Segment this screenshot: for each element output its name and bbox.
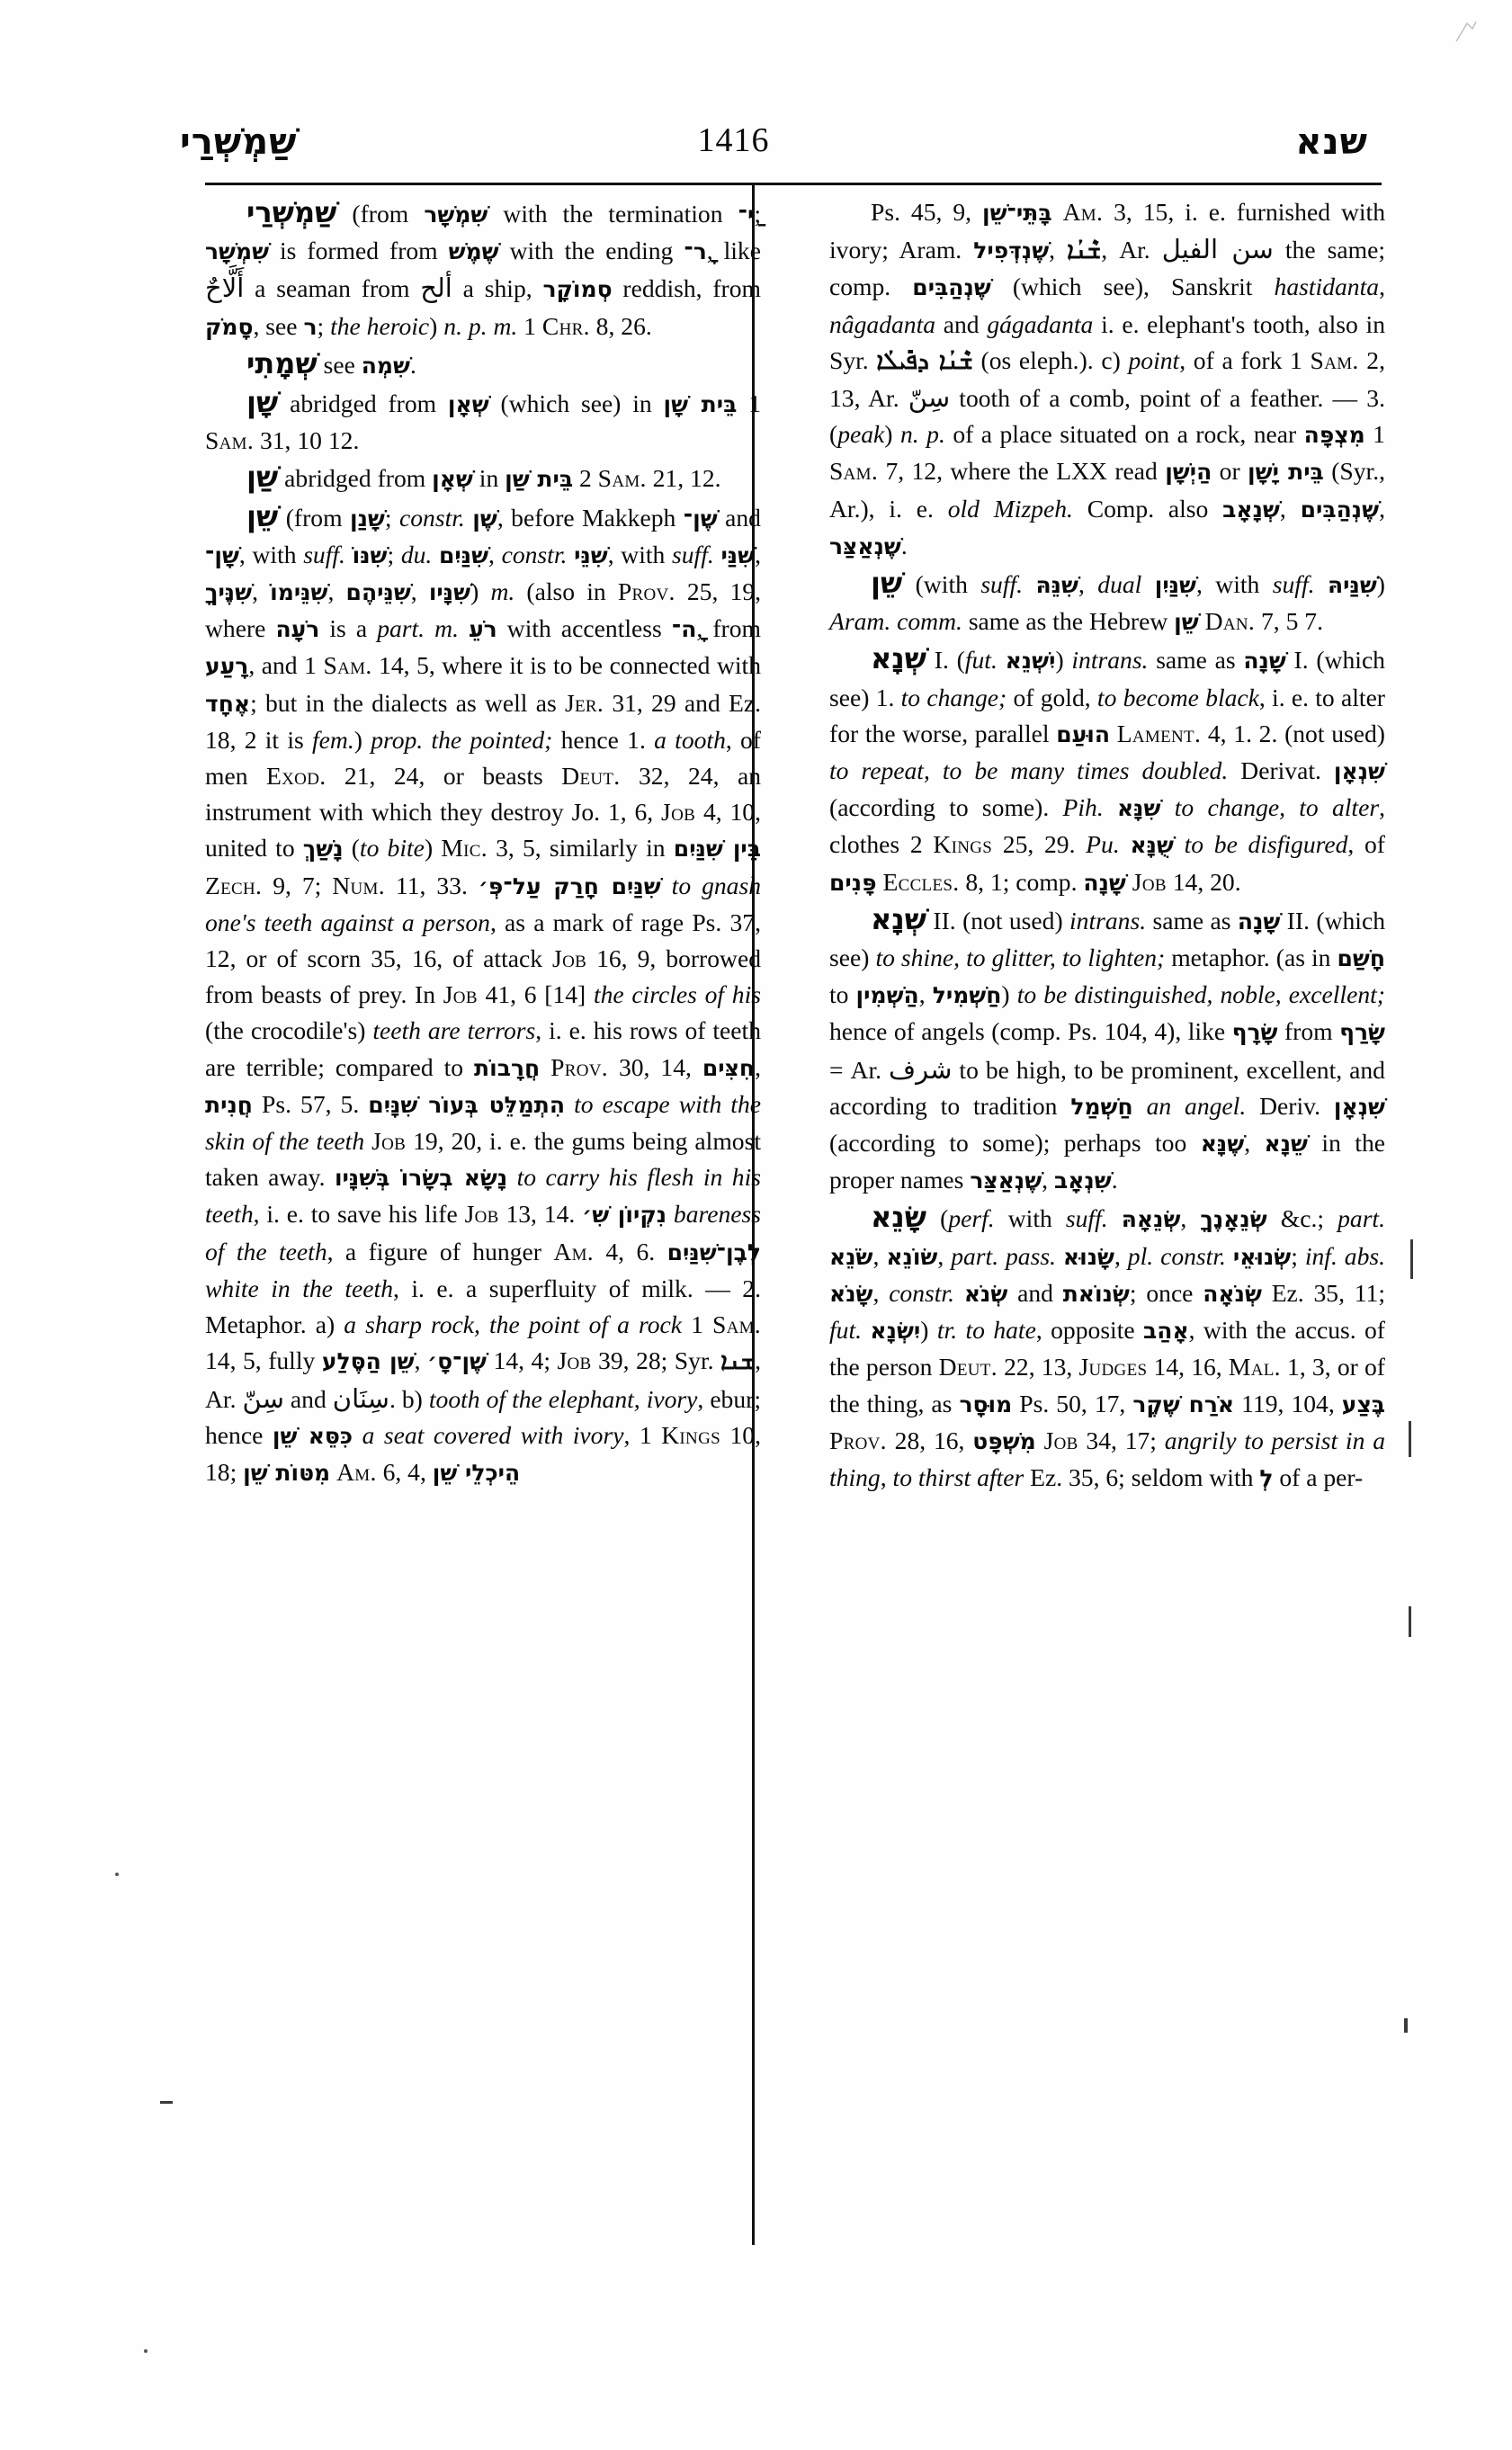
entry-headword: שֵׁן — [871, 566, 903, 601]
dictionary-entry: שָׂנֵא (perf. with suff. שְׂנֵאָהּ, שְׂנֵאָנֶךָ &c.; part. שֹׂנֵא, שׂוֹנֵא, part. pass. שָׂנוּא, pl. constr. שְׂנוּאֵי; inf. abs. שָׂנֹא, constr. שְׂנֹא and שְׂנוֹאת; once שְׂנֹאָה Ez. 35, 11; fut. יִשְׂנָא) tr. to hate, opposite אָהַב, with the accus. of the person Deut. 22, 13, Judges 14, 16, Mal. 1, 3, or of the thing, as מוּסָר Ps. 50, 17, אֹרַח שֶׁקֶר 119, 104, בֶּצַע Prov. 28, 16, מִשְׁפָּט Job 34, 17; angrily to persist in a thing, to thirst after Ez. 35, 6; seldom with לְ of a per- — [829, 1200, 1386, 1491]
dictionary-entry: שְׁנָא I. (fut. יִשְׁנֵא) intrans. same as שָׁנָה I. (which see) 1. to change; of gold, to become black, i. e. to alter for the worse, parallel הוּעַם Lament. 4, 1. 2. (not used) to repeat, to be many times doubled. Derivat. שִׁנְאָן (according to some). Pih. שִׁנָּא to change, to alter, clothes 2 Kings 25, 29. Pu. שֻׁנָּא to be disfigured, of פָּנִים Eccles. 8, 1; comp. שָׁנָה Job 14, 20. — [829, 641, 1386, 896]
dictionary-entry: שָׁן abridged from שְׁאָן (which see) in בֵּית שָׁן 1 Sam. 31, 10 12. — [205, 385, 761, 455]
dictionary-entry: שַׁן abridged from שְׁאָן in בֵּית שַׁן 2 Sam. 21, 12. — [246, 460, 721, 495]
scan-speck — [1410, 1239, 1413, 1279]
scan-corner-artifact — [1454, 20, 1478, 43]
scan-speck — [144, 2349, 148, 2353]
two-column-body — [205, 194, 1385, 1497]
right-column — [829, 194, 1385, 1497]
running-head-right-catchword: שנא — [1295, 121, 1368, 163]
scan-speck — [1404, 2018, 1408, 2033]
scan-speck — [115, 1873, 119, 1876]
dictionary-entry: Ps. 45, 9, בָּתֵּי־שֵׁן Am. 3, 15, i. e. furnished with ivory; Aram. שֶׁנְדְּפִיל, ܫܶܢܳܐ, Ar. سن الفيل the same; comp. שֶׁנְהַבִּים (which see), Sanskrit hastidanta, nâgadanta and gágadanta i. e. elephant's tooth, also in Syr. ܫܶܢܳܐ ܕܦܺܝܠܳܐ (os eleph.). c) point, of a fork 1 Sam. 2, 13, Ar. سِنّ tooth of a comb, point of a feather. — 3. (peak) n. p. of a place situated on a rock, near מִצְפָּה 1 Sam. 7, 12, where the LXX read הַיְשָׁן or בֵּית יָשָׁן (Syr., Ar.), i. e. old Mizpeh. Comp. also שְׁנָאָב, שֶׁנְהַבִּים, שֶׁנְאַצַּר. — [829, 198, 1386, 559]
dictionary-entry: שְׁמָתִי see שִׁמְה. — [246, 345, 416, 380]
dictionary-entry: שְׁנָא II. (not used) intrans. same as שָׁנָה II. (which see) to shine, to glitter, to lighten; metaphor. (as in חָשַׁם to הַשְׁמִין, חַשְׁמִיל) to be distinguished, noble, excellent; hence of angels (comp. Ps. 104, 4), like שָׂרָף from שָׂרַף = Ar. شرف to be high, to be prominent, excellent, and according to tradition חַשְׁמַל an angel. Deriv. שִׁנְאָן (according to some); perhaps too שֶׁנָּא, שֵׁנָא in the proper names שֶׁנְאַצַּר, שִׁנְאָב. — [829, 901, 1386, 1194]
dictionary-entry: שֵׁן (with suff. שִׁנֵּהּ, dual שִׁנַּיִן, with suff. שִׁנַּיהּ) Aram. comm. same as the Hebrew שֵׁן Dan. 7, 5 7. — [829, 566, 1385, 636]
page-number: 1416 — [697, 121, 770, 159]
scan-speck — [1409, 1421, 1411, 1457]
entry-headword: שֵׁן — [246, 498, 279, 533]
header-rule — [205, 183, 1382, 185]
running-head — [180, 97, 1368, 163]
running-head-left-catchword: שַׁמְשְׁרַי — [180, 121, 298, 163]
entry-headword: שְׁמָתִי — [246, 345, 318, 380]
scan-speck — [1409, 1606, 1411, 1637]
entry-headword: שַׁן — [246, 460, 279, 495]
entry-headword: שַׁמְשְׁרַי — [246, 195, 337, 229]
dictionary-entry: שַׁמְשְׁרַי (from שִׁמְשָׁר with the termination ַי־; שִׁמְשָׁר is formed from שֶׁמֶשׁ with the ending ָר־, like أَلَّاحٌ a seaman from ألح a ship, סְמוֹקָר reddish, from סָמֹק, see ר; the heroic) n. p. m. 1 Chr. 8, 26. — [205, 195, 761, 340]
left-column — [205, 194, 761, 1497]
scan-speck — [160, 2101, 173, 2104]
entry-headword: שָׁן — [246, 385, 279, 420]
dictionary-entry: שֵׁן (from שָׁנַן; constr. שֶׁן, before Makkeph שֶׁן־ and שָׁן־, with suff. שִׁנּוֹ; du. שִׁנַּיִם, constr. שִׁנֵּי, with suff. שִׁנַּי, שִׁנֶּיךָ, שִׁנֵּימוֹ, שִׁנֵּיהֶם, שִׁנָּיו) m. (also in Prov. 25, 19, where רֹעָה is a part. m. רֹעֵ with accentless ָה־, from רָעַע, and 1 Sam. 14, 5, where it is to be connected with אֶחָד; but in the dialects as well as Jer. 31, 29 and Ez. 18, 2 it is fem.) prop. the pointed; hence 1. a tooth, of men Exod. 21, 24, or beasts Deut. 32, 24, an instrument with which they destroy Jo. 1, 6, Job 4, 10, united to נָשַׁךְ (to bite) Mic. 3, 5, similarly in בֵּין שִׁנַּיִם Zech. 9, 7; Num. 11, 33. שִׁנַּיִם חָרַק עַל־פְּ׳ to gnash one's teeth against a person, as a mark of rage Ps. 37, 12, or of scorn 35, 16, of attack Job 16, 9, borrowed from beasts of prey. In Job 41, 6 [14] the circles of his (the crocodile's) teeth are terrors, i. e. his rows of teeth are terrible; compared to חֲרָבוֹת Prov. 30, 14, חִצִּים, חֲנִית Ps. 57, 5. הִתְמַלֵּט בְּעוֹר שִׁנָּיִם to escape with the skin of the teeth Job 19, 20, i. e. the gums being almost taken away. נָשָׂא בְשָׂרוֹ בְּשִׁנָּיו to carry his flesh in his teeth, i. e. to save his life Job 13, 14. נִקְיוֹן שִׁ׳ bareness of the teeth, a figure of hunger Am. 4, 6. לְבֶן־שִׁנַּיִם white in the teeth, i. e. a superfluity of milk. — 2. Metaphor. a) a sharp rock, the point of a rock 1 Sam. 14, 5, fully שֵׁן הַסֶּלַע, שֶׁן־סָ׳ 14, 4; Job 39, 28; Syr. ܫܢܐ, Ar. سِنّ and سِنَان. b) tooth of the elephant, ivory, ebur; hence כִּסֵּא שֵׁן a seat covered with ivory, 1 Kings 10, 18; מִטּוֹת שֵׁן Am. 6, 4, הֵיכְלֵי שֵׁן — [205, 498, 762, 1486]
